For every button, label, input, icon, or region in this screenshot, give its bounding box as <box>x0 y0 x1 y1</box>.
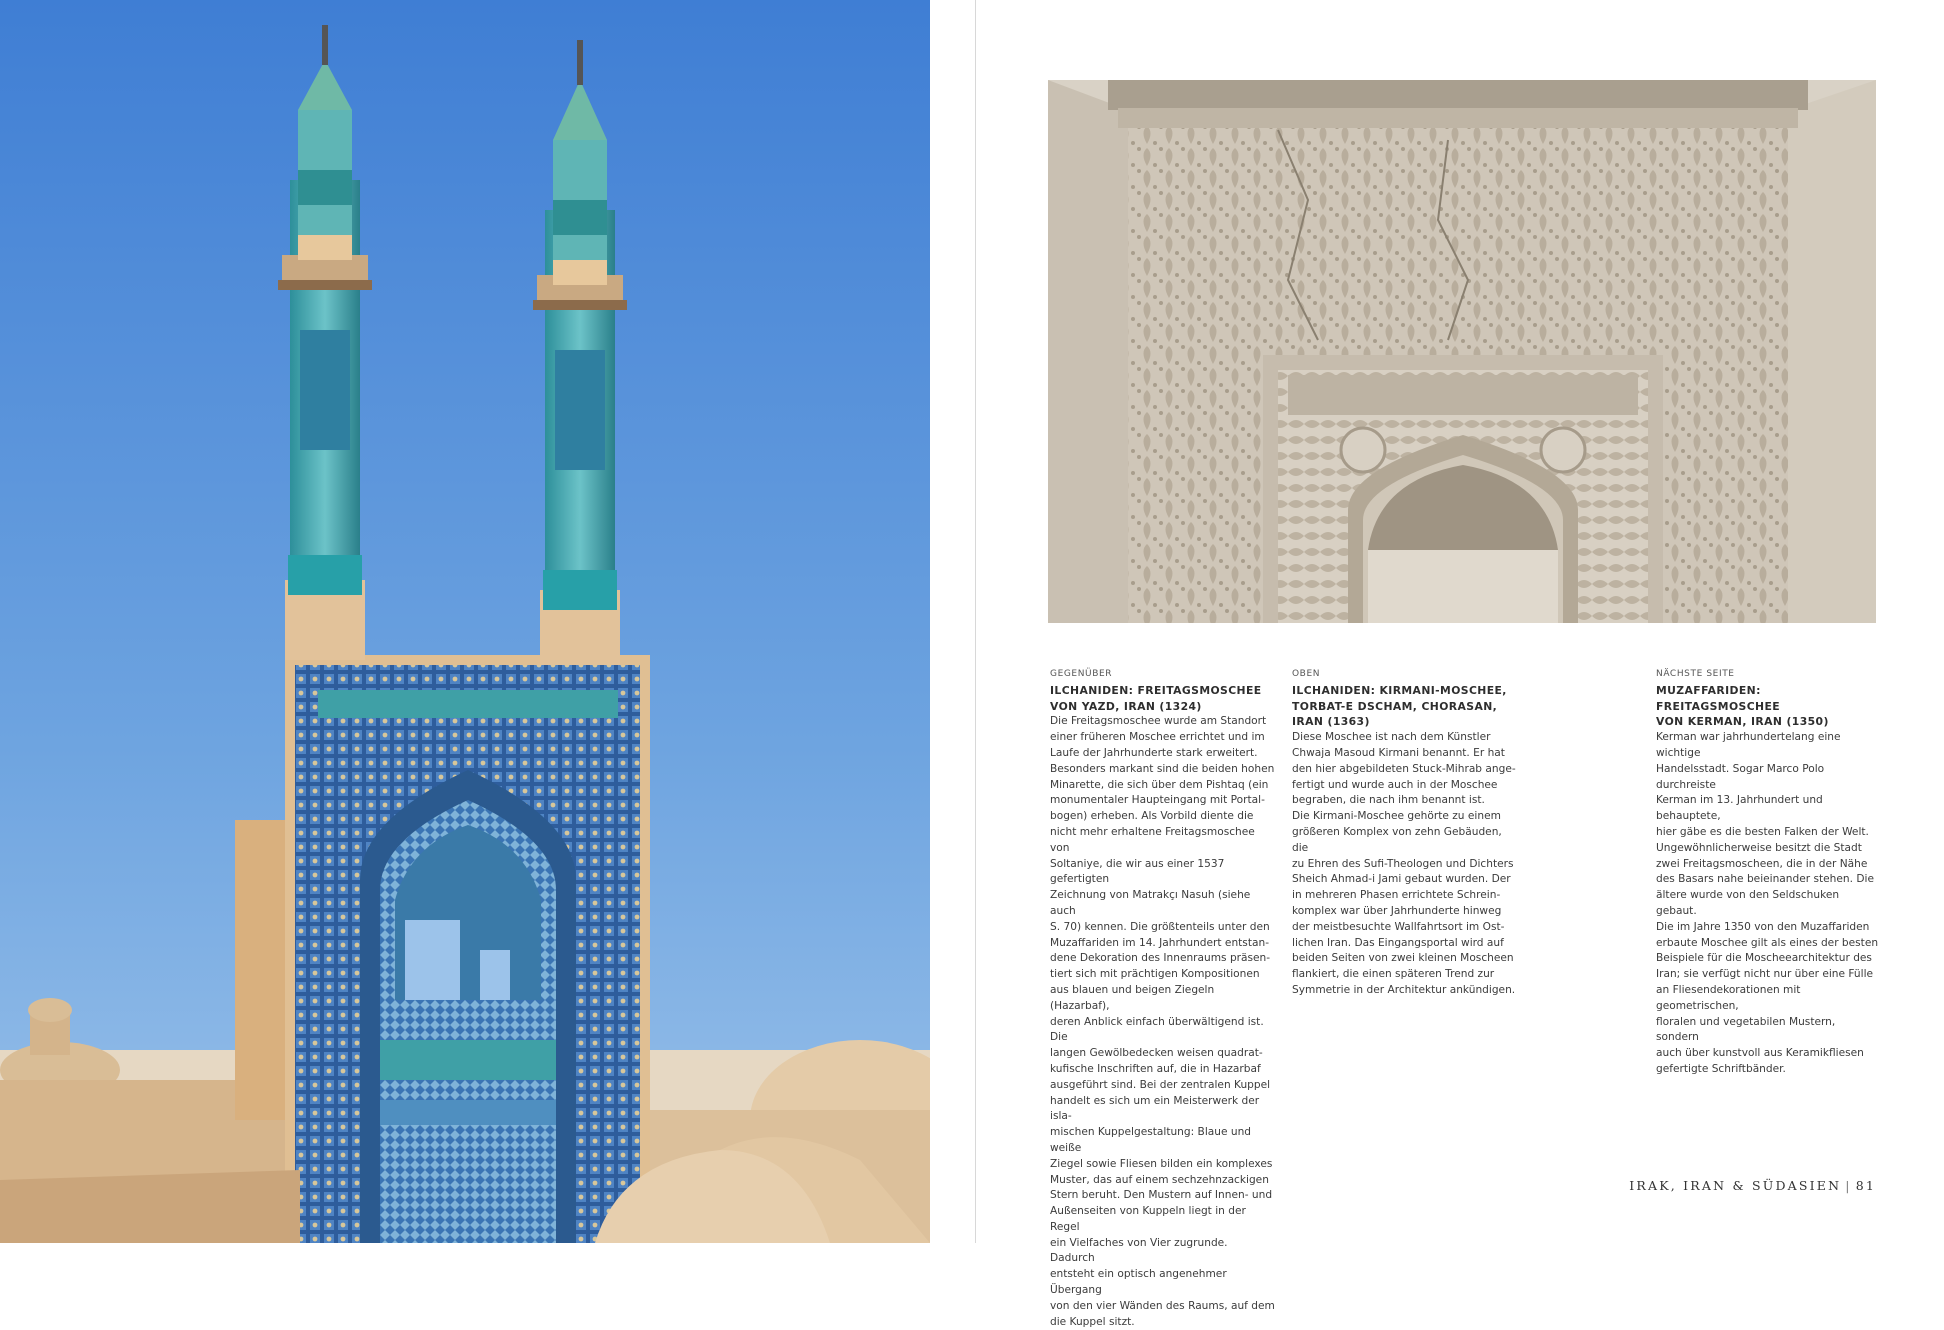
mihrab-illustration <box>1048 80 1876 623</box>
yazd-mosque-photo <box>0 0 930 1243</box>
caption-body: Die Freitagsmoschee wurde am Standort einer früheren Moschee errichtet und im Laufe der Jahrhunderte stark erweitert. Besonders markant sind die beiden hohen Minarette, die sich über dem Pishtaq (ein monumentaler Haupteingang mit Portal- bogen) erheben. Als Vorbild diente die nicht mehr erhaltene Freitagsmoschee von Soltaniye, die wir aus einer 1537 gefertigten Zeichnung von Matrakçı Nasuh (siehe auch S. 70) kennen. Die größtenteils unter den Muzaffariden im 14. Jahrhundert entstan- dene Dekoration des Innenraums präsen- tiert sich mit prächtigen Kompositionen aus blauen und beigen Ziegeln (Hazarbaf), deren Anblick einfach überwältigend ist. Die langen Gewölbedecken weisen quadrat- kufische Inschriften auf, die in Hazarbaf ausgeführt sind. Bei der zentralen Kuppel handelt es sich um ein Meisterwerk der isla- mischen Kuppelgestaltung: Blaue und weiße Ziegel sowie Fliesen bilden ein komplexes Muster, das auf einem sechzehnzackigen Stern beruht. Den Mustern auf Innen- und Außenseiten von Kuppeln liegt in der Regel ein Vielfaches von Vier zugrunde. Dadurch entsteht ein optisch angenehmer Übergang von den vier Wänden des Raums, auf dem die Kuppel sitzt. <box>1050 715 1275 1328</box>
yazd-mosque-illustration <box>0 0 930 1243</box>
footer-section: IRAK, IRAN & SÜDASIEN <box>1629 1178 1842 1193</box>
caption-yazd <box>1050 667 1275 1330</box>
caption-kirmani <box>1292 667 1517 999</box>
caption-body: Kerman war jahrhundertelang eine wichtige Handelsstadt. Sogar Marco Polo durchreiste Kerman im 13. Jahrhundert und behauptete, hier gäbe es die besten Falken der Welt. Ungewöhnlicherweise besitzt die Stadt zwei Freitagsmoscheen, die in der Nähe des Basars nahe beieinander stehen. Die ältere wurde von den Seldschuken gebaut. Die im Jahre 1350 von den Muzaffariden erbaute Moschee gilt als eines der besten Beispiele für die Moscheearchitektur des Iran; sie verfügt nicht nur über eine Fülle an Fliesendekorationen mit geometrischen, floralen und vegetabilen Mustern, sondern auch über kunstvoll aus Keramikfliesen gefertigte Schriftbänder. <box>1656 731 1879 1075</box>
caption-title: ILCHANIDEN: FREITAGSMOSCHEE VON YAZD, IRAN (1324) <box>1050 683 1262 713</box>
caption-kerman <box>1656 667 1881 1078</box>
caption-body: Diese Moschee ist nach dem Künstler Chwaja Masoud Kirmani benannt. Er hat den hier abgebildeten Stuck-Mihrab ange- fertigt und wurde auch in der Moschee begraben, die nach ihm benannt ist. Die Kirmani-Moschee gehörte zu einem größeren Komplex von zehn Gebäuden, die zu Ehren des Sufi-Theologen und Dichters Sheich Ahmad-i Jami gebaut wurden. Der in mehreren Phasen errichtete Schrein- komplex war über Jahrhunderte hinweg der meistbesuchte Wallfahrtsort im Ost- lichen Iran. Das Eingangsportal wird auf beiden Seiten von zwei kleinen Moscheen flankiert, die einen späteren Trend zur Symmetrie in der Architektur ankündigen. <box>1292 731 1516 996</box>
caption-title: MUZAFFARIDEN: FREITAGSMOSCHEE VON KERMAN, IRAN (1350) <box>1656 683 1829 729</box>
page-number: 81 <box>1855 1178 1876 1193</box>
page-gutter <box>975 0 976 1243</box>
footer-separator: | <box>1845 1178 1852 1193</box>
running-footer <box>1629 1178 1876 1193</box>
kirmani-mihrab-photo <box>1048 80 1876 623</box>
caption-kicker: GEGENÜBER <box>1050 669 1113 679</box>
caption-kicker: OBEN <box>1292 669 1321 679</box>
caption-kicker: NÄCHSTE SEITE <box>1656 669 1735 679</box>
caption-title: ILCHANIDEN: KIRMANI-MOSCHEE, TORBAT-E DSCHAM, CHORASAN, IRAN (1363) <box>1292 683 1507 729</box>
